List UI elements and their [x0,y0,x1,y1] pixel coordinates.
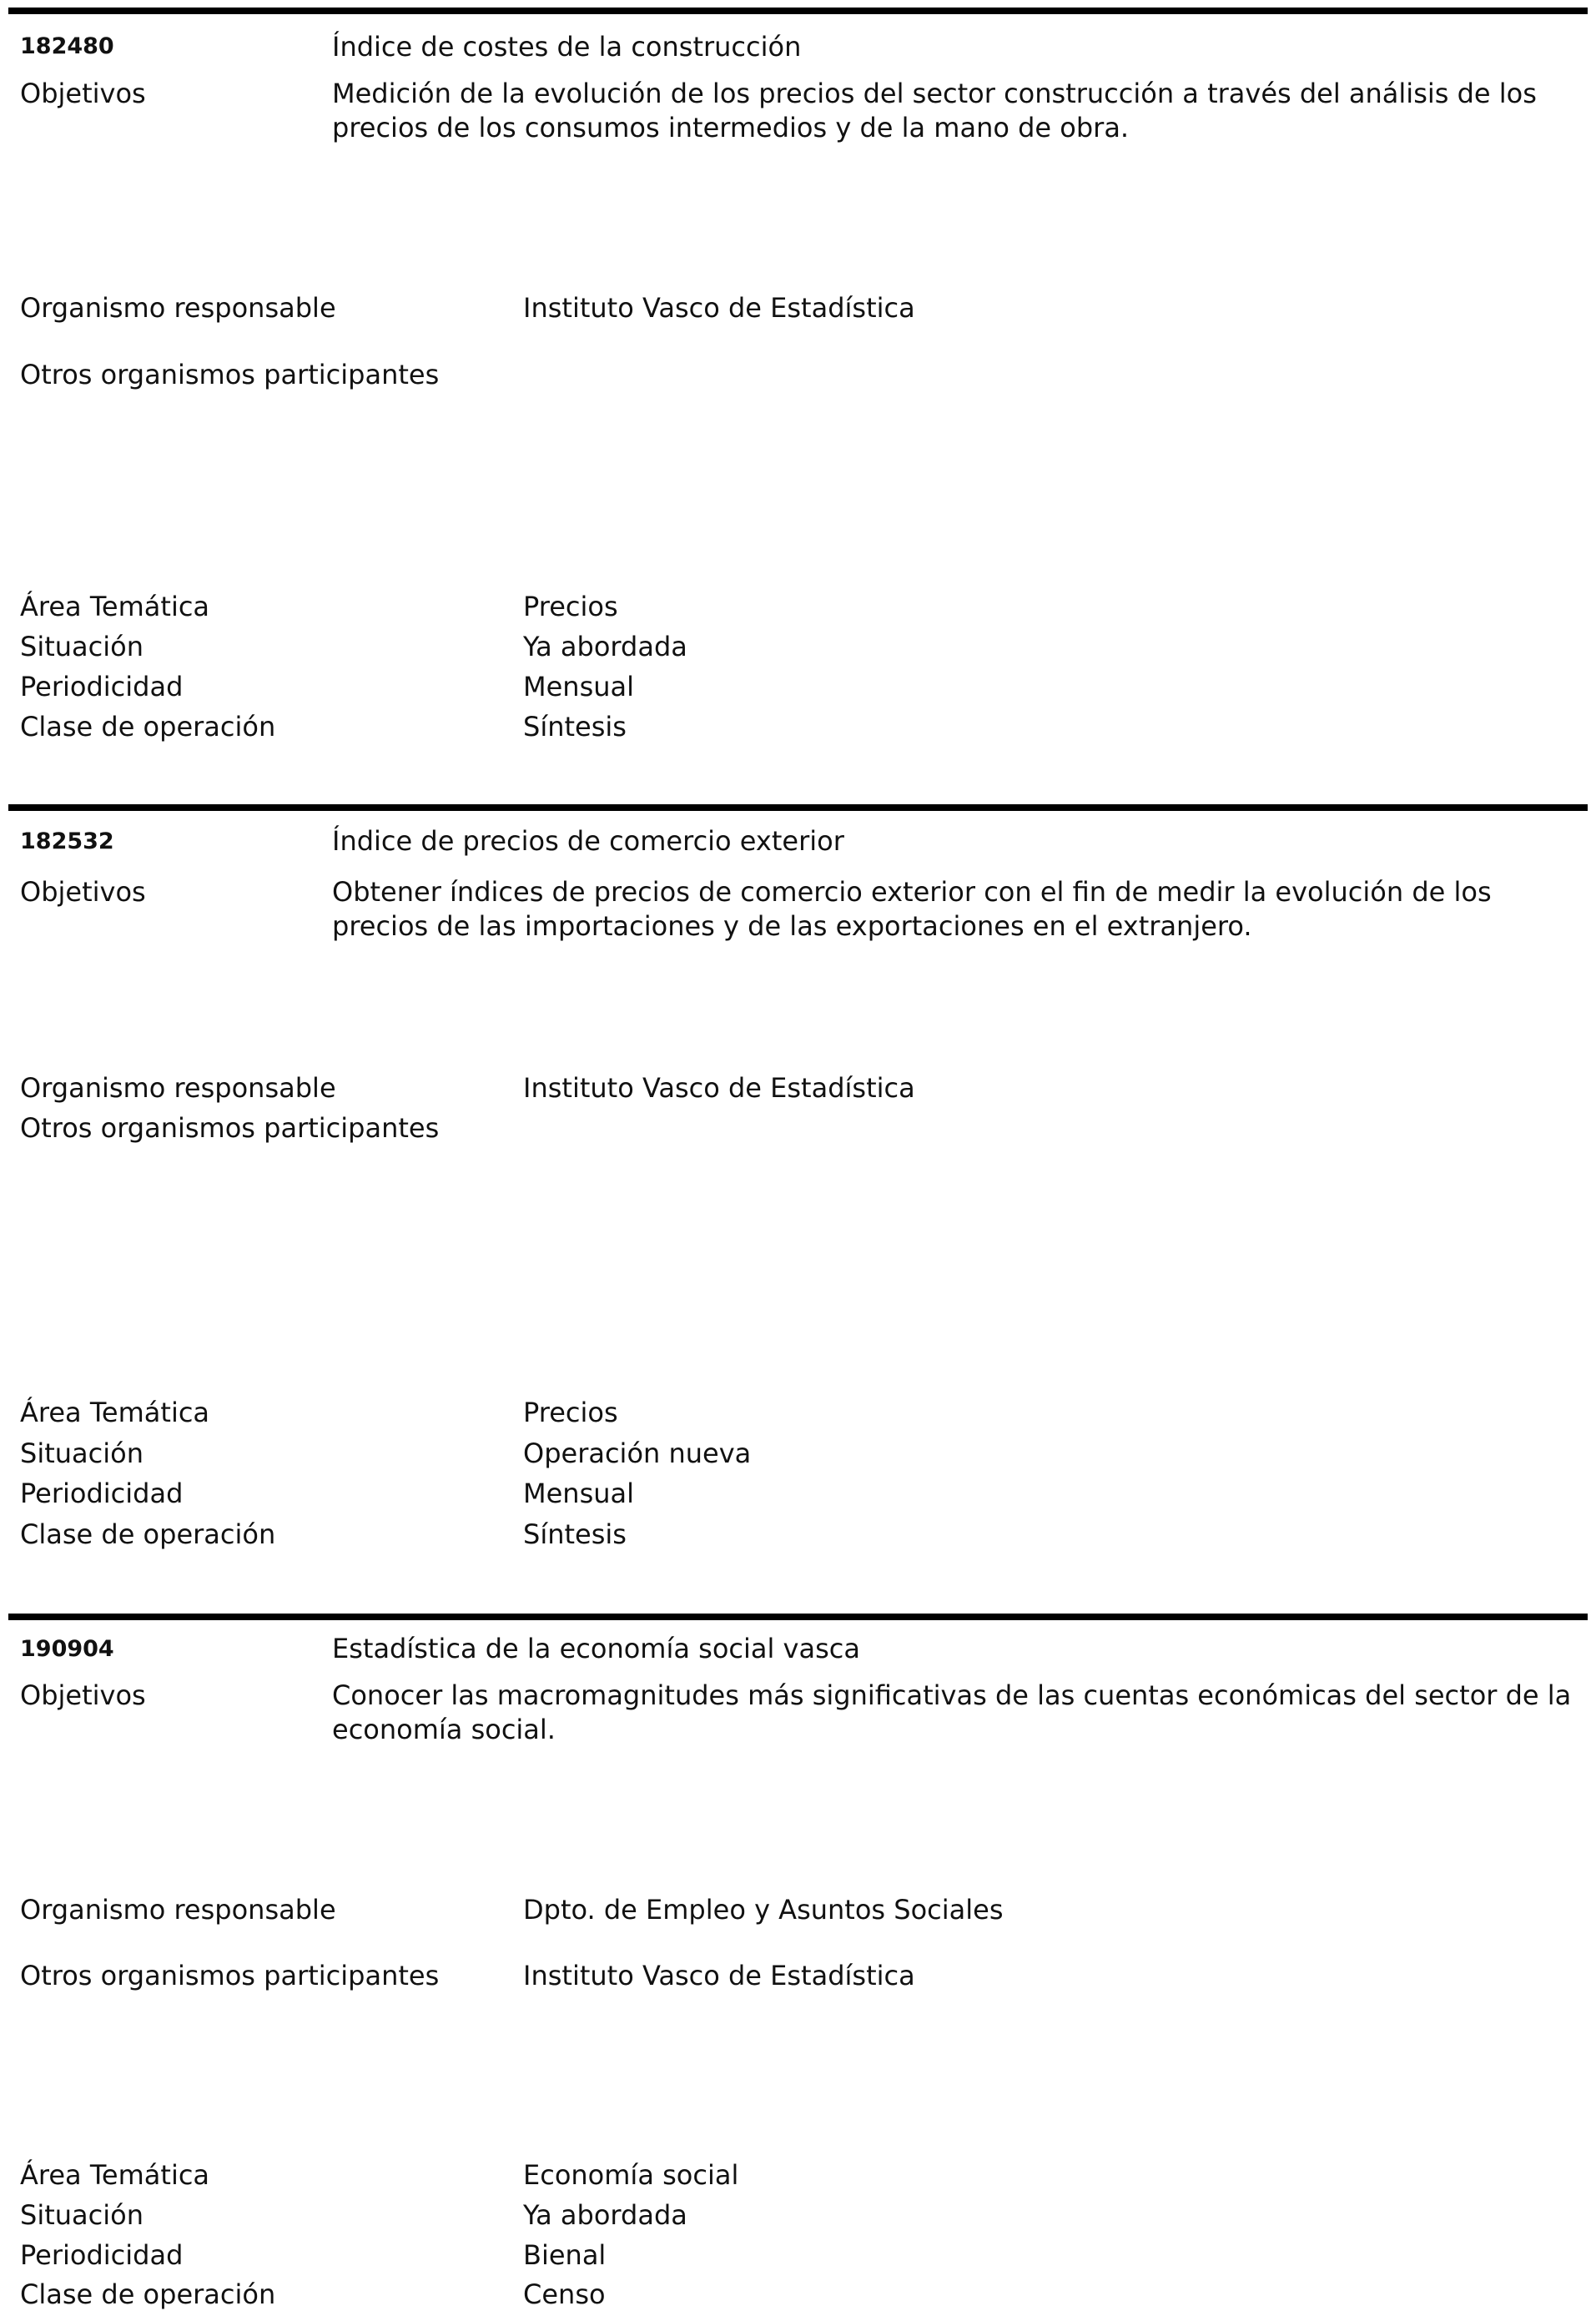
periodicidad-label: Periodicidad [20,2239,184,2271]
organismo-label: Organismo responsable [20,1072,336,1104]
objetivos-label: Objetivos [20,876,146,908]
periodicidad-label: Periodicidad [20,671,184,702]
record-code: 182480 [20,33,114,59]
clase-value: Censo [523,2278,606,2310]
area-label: Área Temática [20,591,210,622]
organismo-label: Organismo responsable [20,292,336,324]
objetivos-label: Objetivos [20,1679,146,1711]
area-label: Área Temática [20,1397,210,1428]
objetivos-label: Objetivos [20,78,146,109]
periodicidad-label: Periodicidad [20,1478,184,1509]
periodicidad-value: Mensual [523,1478,635,1509]
record-code: 182532 [20,828,114,854]
area-label: Área Temática [20,2159,210,2191]
objetivos-text-line1: Obtener índices de precios de comercio exterior con el fin de medir la evolución de los [332,876,1492,908]
organismo-value: Dpto. de Empleo y Asuntos Sociales [523,1894,1004,1926]
objetivos-text-line2: precios de las importaciones y de las exportaciones en el extranjero. [332,910,1252,942]
situacion-value: Ya abordada [523,2199,687,2231]
objetivos-text-line2: precios de los consumos intermedios y de la mano de obra. [332,112,1130,143]
record-divider [8,1614,1588,1620]
clase-value: Síntesis [523,1518,627,1550]
record-title: Estadística de la economía social vasca [332,1633,860,1664]
area-value: Economía social [523,2159,739,2191]
objetivos-text-line1: Conocer las macromagnitudes más significativas de las cuentas económicas del sector de la [332,1679,1572,1711]
objetivos-text-line2: economía social. [332,1714,556,1745]
situacion-value: Ya abordada [523,631,687,662]
otros-label: Otros organismos participantes [20,359,440,390]
record-title: Índice de precios de comercio exterior [332,825,844,857]
situacion-label: Situación [20,631,143,662]
periodicidad-value: Bienal [523,2239,607,2271]
periodicidad-value: Mensual [523,671,635,702]
organismo-value: Instituto Vasco de Estadística [523,292,915,324]
situacion-label: Situación [20,1437,143,1469]
otros-value: Instituto Vasco de Estadística [523,1960,915,1991]
otros-label: Otros organismos participantes [20,1960,440,1991]
clase-label: Clase de operación [20,711,276,743]
record-code: 190904 [20,1636,114,1662]
clase-value: Síntesis [523,711,627,743]
area-value: Precios [523,591,618,622]
record-title: Índice de costes de la construcción [332,31,802,63]
situacion-label: Situación [20,2199,143,2231]
organismo-label: Organismo responsable [20,1894,336,1926]
record-divider [8,8,1588,14]
organismo-value: Instituto Vasco de Estadística [523,1072,915,1104]
clase-label: Clase de operación [20,2278,276,2310]
record-divider [8,804,1588,811]
objetivos-text-line1: Medición de la evolución de los precios del sector construcción a través del análisis de los [332,78,1537,109]
area-value: Precios [523,1397,618,1428]
otros-label: Otros organismos participantes [20,1112,440,1144]
situacion-value: Operación nueva [523,1437,752,1469]
clase-label: Clase de operación [20,1518,276,1550]
